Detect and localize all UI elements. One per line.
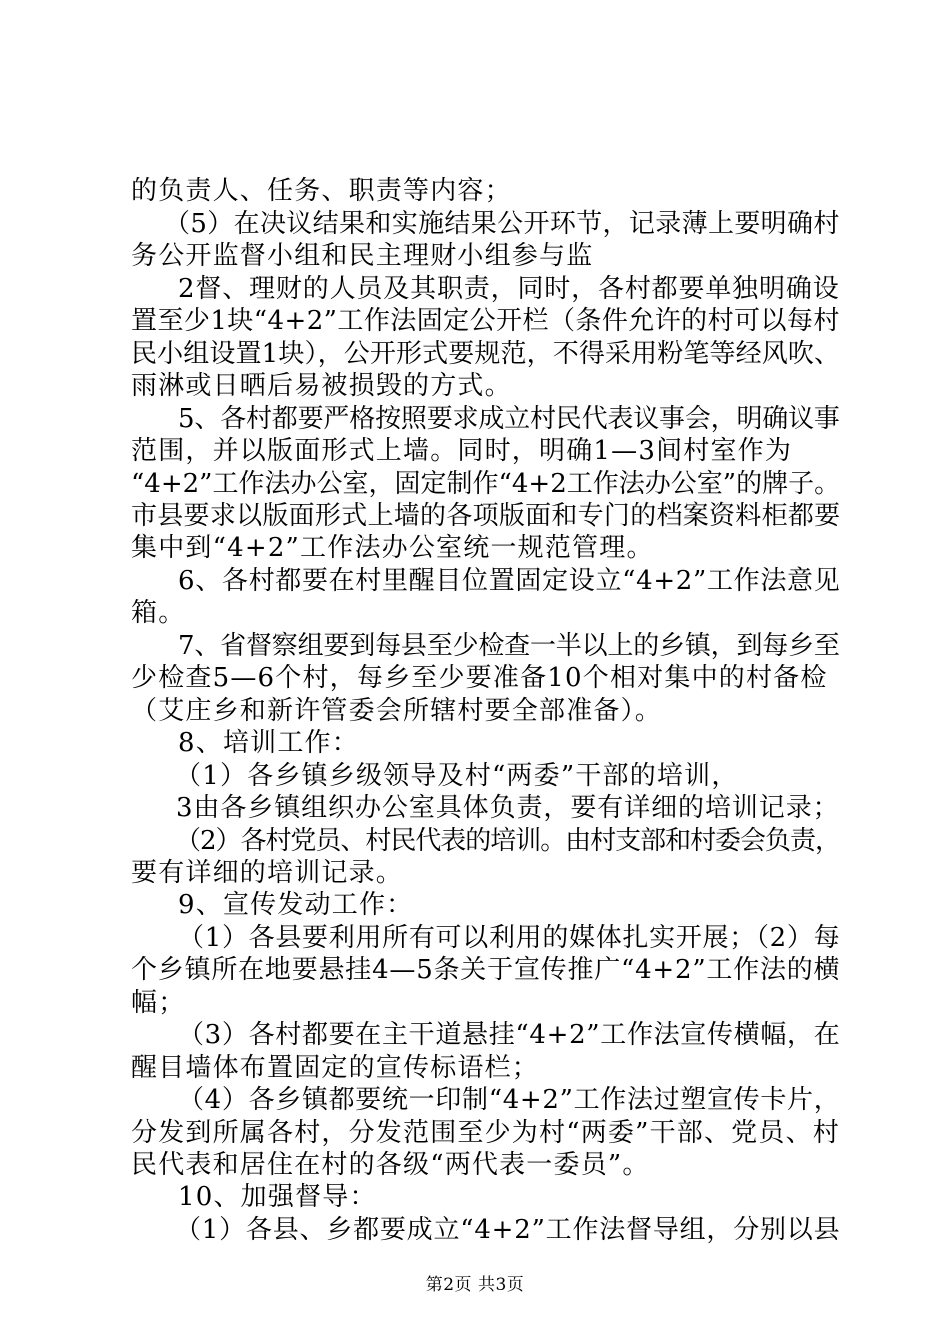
body-line: 民代表和居住在村的各级“两代表一委员”。 — [131, 1150, 650, 1180]
body-line: 个乡镇所在地要悬挂4—5条关于宣传推广“4+2”工作法的横 — [131, 955, 841, 985]
body-line: （3）各村都要在主干道悬挂“4+2”工作法宣传横幅，在 — [178, 1020, 841, 1050]
body-line: “4+2”工作法办公室，固定制作“4+2工作法办公室”的牌子。 — [131, 469, 841, 499]
body-line: 集中到“4+2”工作法办公室统一规范管理。 — [131, 533, 654, 563]
body-line: （4）各乡镇都要统一印制“4+2”工作法过塑宣传卡片， — [178, 1085, 841, 1115]
body-line: 6、各村都要在村里醒目位置固定设立“4+2”工作法意见 — [178, 566, 841, 596]
body-line: 3由各乡镇组织办公室具体负责，要有详细的培训记录； — [176, 793, 840, 823]
body-line: （2）各村党员、村民代表的培训。由村支部和村委会负责， — [175, 826, 840, 856]
body-line: 5、各村都要严格按照要求成立村民代表议事会，明确议事 — [178, 404, 840, 434]
body-line: 幅； — [131, 988, 186, 1018]
body-line: （5）在决议结果和实施结果公开环节，记录薄上要明确村 — [164, 209, 840, 239]
body-line: 的负责人、任务、职责等内容； — [131, 176, 512, 206]
body-line: 箱。 — [131, 598, 186, 628]
body-line: 要有详细的培训记录。 — [131, 858, 404, 888]
body-line: 7、省督察组要到每县至少检查一半以上的乡镇，到每乡至 — [178, 631, 840, 661]
body-line: 置至少1块“4+2”工作法固定公开栏（条件允许的村可以每村 — [131, 306, 840, 336]
body-line: 8、培训工作： — [178, 728, 359, 758]
body-line: 10、加强督导： — [178, 1182, 377, 1212]
body-line: （1）各乡镇乡级领导及村“两委”干部的培训， — [175, 761, 739, 791]
body-line: （艾庄乡和新许管委会所辖村要全部准备）。 — [131, 696, 663, 726]
body-line: 少检查5—6个村，每乡至少要准备10个相对集中的村备检 — [131, 663, 828, 693]
body-line: （1）各县要利用所有可以利用的媒体扎实开展；（2）每 — [178, 923, 841, 953]
page-number-footer: 第2页 共3页 — [425, 1275, 525, 1295]
body-line: 醒目墙体布置固定的宣传标语栏； — [131, 1053, 540, 1083]
body-line: 务公开监督小组和民主理财小组参与监 — [131, 241, 594, 271]
body-line: 民小组设置1块），公开形式要规范，不得采用粉笔等经风吹、 — [131, 339, 841, 369]
body-line: 9、宣传发动工作： — [178, 890, 414, 920]
body-line: 范围，并以版面形式上墙。同时，明确1—3间村室作为 — [131, 436, 793, 466]
body-line: 2督、理财的人员及其职责，同时，各村都要单独明确设 — [178, 274, 840, 304]
body-line: （1）各县、乡都要成立“4+2”工作法督导组，分别以县 — [175, 1215, 841, 1245]
body-line: 雨淋或日晒后易被损毁的方式。 — [131, 371, 512, 401]
body-line: 分发到所属各村，分发范围至少为村“两委”干部、党员、村 — [131, 1118, 840, 1148]
body-line: 市县要求以版面形式上墙的各项版面和专门的档案资料柜都要 — [131, 501, 841, 531]
